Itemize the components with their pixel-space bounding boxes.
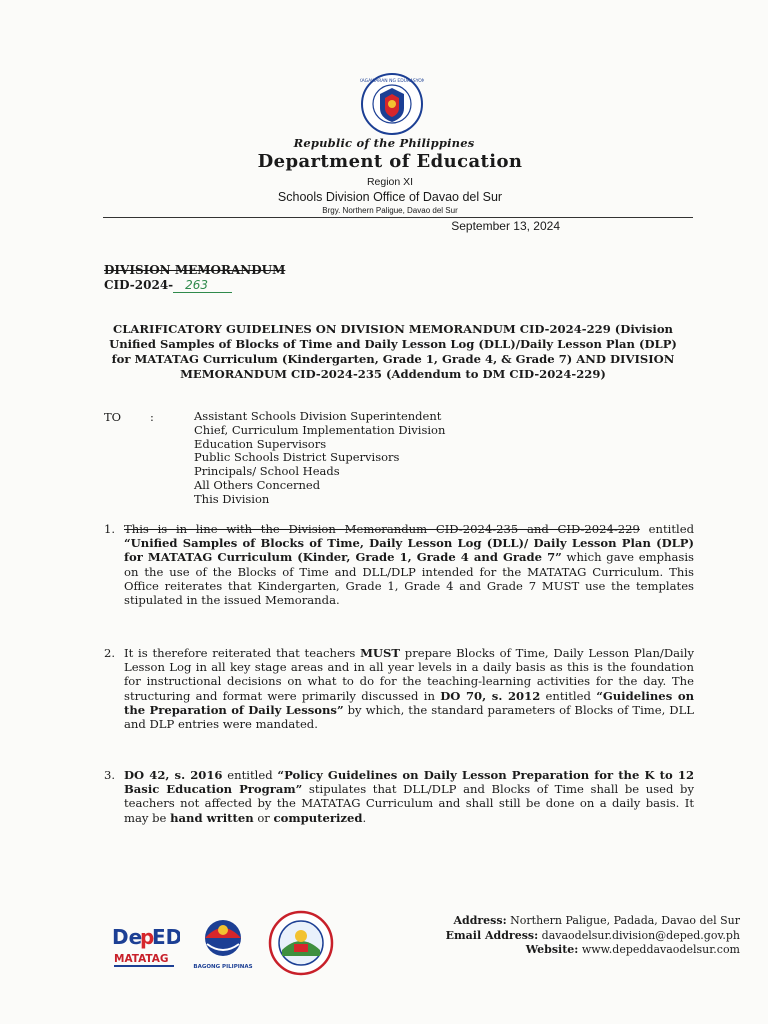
body-text: which gave emphasis on the use of the Blocks of Time and DLL/DLP intended for the MATATAG Curriculum. This Office reiterates that Kindergarten, Grade 1, Grade 4 and Grade 7 MUST use the templates stipulated in the issued Memoranda. <box>124 550 694 608</box>
paragraph-number: 2. <box>104 646 116 660</box>
body-text: entitled <box>639 522 695 536</box>
bold-text: computerized <box>273 810 363 825</box>
body-text: entitled <box>540 688 597 703</box>
recipient-list <box>194 410 445 507</box>
bold-title: “Guidelines on the Preparation of Daily Lessons” <box>124 688 695 717</box>
memo-number <box>104 278 232 292</box>
memo-number-prefix: CID-2024- <box>104 278 174 292</box>
sdo-davao-del-sur-seal-icon <box>268 910 334 976</box>
body-text: or <box>253 810 274 825</box>
division-office: Schools Division Office of Davao del Sur <box>277 190 503 204</box>
republic-line: Republic of the Philippines <box>293 136 475 150</box>
svg-text:De: De <box>112 925 143 949</box>
svg-text:ED: ED <box>152 925 180 949</box>
body-text: It is therefore reiterated that teachers <box>124 646 361 660</box>
paragraph-3 <box>104 768 694 825</box>
bold-title: “Unified Samples of Blocks of Time, Daily Lesson Log (DLL)/ Daily Lesson Plan (DLP) for MATATAG Curriculum (Kinder, Grade 1, Grade 4 and Grade 7” <box>124 536 694 565</box>
deped-matatag-logo <box>110 918 180 970</box>
bold-text: DO 42, s. 2016 <box>124 768 223 782</box>
bold-title: “Policy Guidelines on Daily Lesson Preparation for the K to 12 Basic Education Program” <box>124 768 695 797</box>
bold-text: MUST <box>360 646 401 660</box>
memo-date: September 13, 2024 <box>451 219 560 233</box>
office-address: Brgy. Northern Paligue, Davao del Sur <box>322 206 458 215</box>
paragraph-number: 3. <box>104 768 116 782</box>
recipient-item: Chief, Curriculum Implementation Division <box>194 422 446 437</box>
body-text: stipulates that DLL/DLP and Blocks of Time shall be used by teachers not affected by the MATATAG Curriculum and shall still be done on a daily basis. It may be <box>124 782 694 825</box>
recipient-item: Public Schools District Supervisors <box>194 450 400 465</box>
recipient-item: Principals/ School Heads <box>194 464 340 479</box>
memo-number-handwritten: 263 <box>173 278 232 293</box>
bold-text: hand written <box>170 810 254 825</box>
paragraph-body <box>124 768 694 825</box>
to-colon: : <box>150 410 154 424</box>
paragraph-body <box>124 522 694 607</box>
recipient-item: Assistant Schools Division Superintendent <box>194 409 442 423</box>
paragraph-1 <box>104 522 694 607</box>
svg-text:BAGONG PILIPINAS: BAGONG PILIPINAS <box>193 964 253 970</box>
paragraph-2 <box>104 646 694 731</box>
footer-website: Website: www.depeddavaodelsur.com <box>525 943 740 956</box>
memo-title: DIVISION MEMORANDUM <box>104 263 286 277</box>
svg-text:p: p <box>140 925 155 949</box>
svg-text:KAGAWARAN NG EDUKASYON: KAGAWARAN NG EDUKASYON <box>360 79 424 84</box>
memo-subject: CLARIFICATORY GUIDELINES ON DIVISION MEMORANDUM CID-2024-229 (Division Unified Samples of Blocks of Time and Daily Lesson Log (DLL)/Daily Lesson Plan (DLP) for MATATAG Curriculum (Kindergarten, Grade 1, Grade 4, & Grade 7) AND DIVISION MEMORANDUM CID-2024-235 (Addendum to DM CID-2024-229) <box>109 322 677 381</box>
deped-seal-icon <box>360 72 424 136</box>
body-text: by which, the standard parameters of Blocks of Time, DLL and DLP entries were mandated. <box>124 702 694 732</box>
bagong-pilipinas-logo <box>192 912 254 974</box>
region-line: Region XI <box>366 176 414 188</box>
header-divider <box>103 217 693 218</box>
footer-contact <box>446 914 740 958</box>
body-text: entitled <box>222 768 278 782</box>
footer-email: Email Address: davaodelsur.division@deped.gov.ph <box>445 928 740 942</box>
paragraph-number: 1. <box>104 522 116 536</box>
svg-text:MATATAG: MATATAG <box>114 953 169 965</box>
paragraph-body <box>124 646 694 731</box>
body-text: prepare Blocks of Time, Daily Lesson Plan/Daily Lesson Log in all key stage areas and in all year levels in a daily basis as this is the foundation for instructional decisions on what to do for the teaching-learning activities for the day. The structuring and format were primarily discussed in <box>124 646 694 703</box>
recipient-item: This Division <box>194 491 270 506</box>
struck-text: This is in line with the Division Memorandum CID-2024-235 and CID-2024-229 <box>124 522 640 536</box>
body-text: . <box>362 810 367 825</box>
footer-address: Address: Northern Paligue, Padada, Davao del Sur <box>453 914 740 927</box>
department-name: Department of Education <box>257 151 523 172</box>
bold-text: DO 70, s. 2012 <box>440 688 541 703</box>
to-label: TO <box>104 410 122 424</box>
recipient-item: Education Supervisors <box>194 436 327 451</box>
recipient-item: All Others Concerned <box>194 477 321 492</box>
